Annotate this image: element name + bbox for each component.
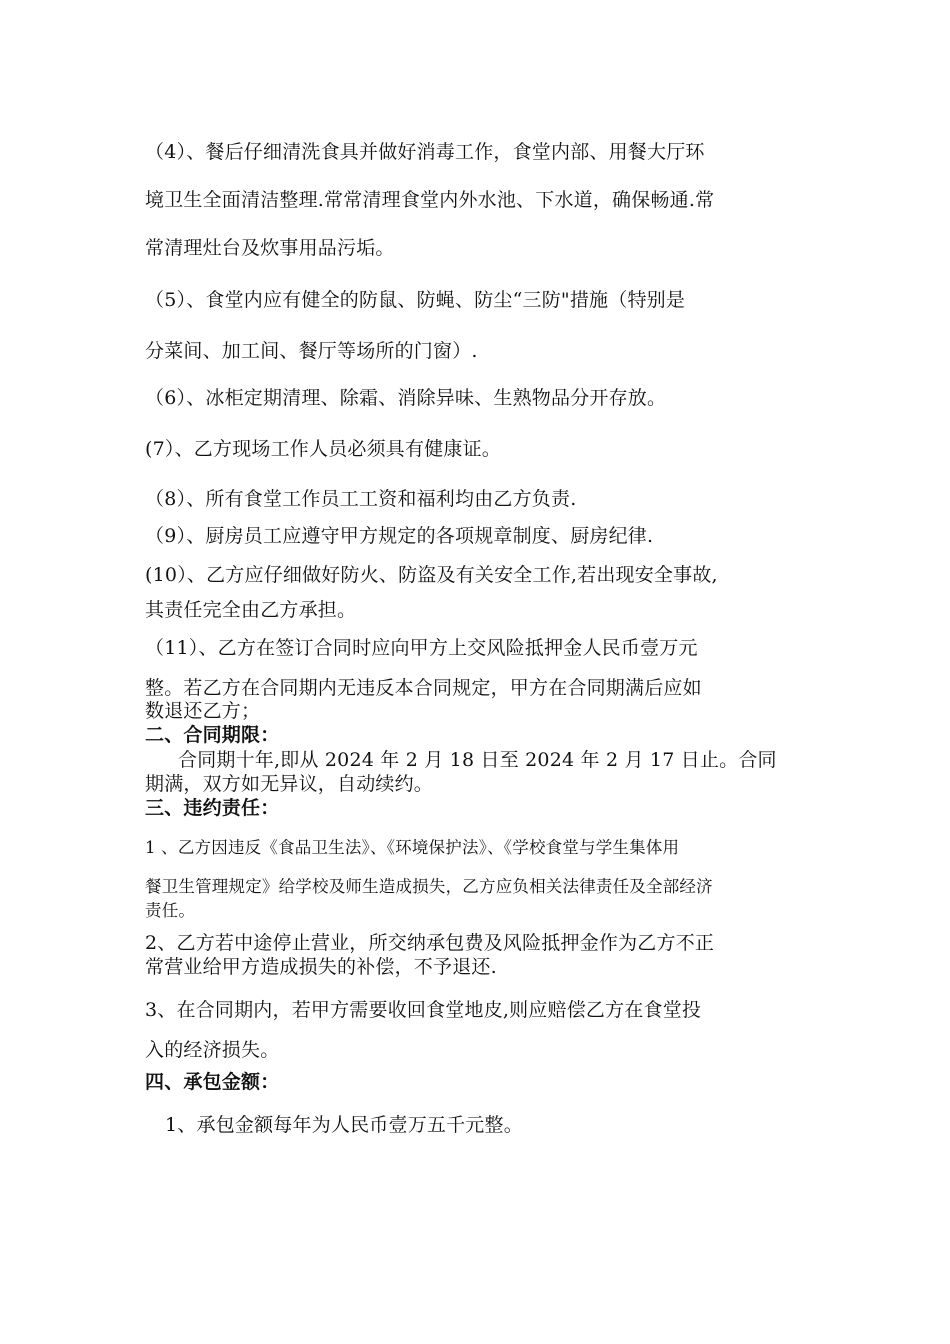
clause-7-line-1: (7）、乙方现场工作人员必须具有健康证。 (145, 438, 502, 460)
clause-4-line-2: 境卫生全面清洁整理.常常清理食堂内外水池、下水道，确保畅通.常 (145, 189, 715, 211)
section-2-line-2: 期满，双方如无异议，自动续约。 (145, 773, 434, 795)
clause-4-line-3: 常清理灶台及炊事用品污垢。 (145, 237, 395, 259)
clause-5-line-2: 分菜间、加工间、餐厅等场所的门窗）. (145, 340, 478, 362)
clause-11-line-2: 整。若乙方在合同期内无违反本合同规定，甲方在合同期满后应如 (145, 677, 702, 699)
section-3-item-2-line-2: 常营业给甲方造成损失的补偿，不予退还. (145, 956, 497, 978)
clause-9-line-1: （9）、厨房员工应遵守甲方规定的各项规章制度、厨房纪律. (145, 525, 654, 547)
section-3-item-1-line-1: 1 、乙方因违反《食品卫生法》、《环境保护法》、《学校食堂与学生集体用 (145, 838, 680, 857)
section-3-heading: 三、违约责任： (145, 797, 280, 819)
section-3-item-1-line-2: 餐卫生管理规定》给学校及师生造成损失，乙方应负相关法律责任及全部经济 (145, 877, 713, 896)
clause-8-line-1: （8）、所有食堂工作员工工资和福利均由乙方负责. (145, 488, 577, 510)
section-3-item-3-line-1: 3、在合同期内，若甲方需要收回食堂地皮,则应赔偿乙方在食堂投 (145, 999, 702, 1021)
section-4-item-1-line-1: 1、承包金额每年为人民币壹万五千元整。 (165, 1114, 523, 1136)
section-3-item-2-line-1: 2、乙方若中途停止营业，所交纳承包费及风险抵押金作为乙方不正 (145, 932, 715, 954)
section-3-item-3-line-2: 入的经济损失。 (145, 1039, 280, 1061)
clause-10-line-2: 其责任完全由乙方承担。 (145, 599, 357, 621)
clause-10-line-1: (10）、乙方应仔细做好防火、防盗及有关安全工作,若出现安全事故, (145, 564, 718, 586)
section-3-item-1-line-3: 责任。 (145, 901, 196, 920)
clause-5-line-1: （5）、食堂内应有健全的防鼠、防蝇、防尘“三防"措施（特别是 (145, 289, 686, 311)
clause-4-line-1: （4）、餐后仔细清洗食具并做好消毒工作，食堂内部、用餐大厅环 (145, 141, 705, 163)
clause-11-line-1: （11）、乙方在签订合同时应向甲方上交风险抵押金人民币壹万元 (145, 637, 698, 659)
section-2-heading: 二、合同期限： (145, 724, 280, 746)
section-2-line-1: 合同期十年,即从 2024 年 2 月 18 日至 2024 年 2 月 17 日止。合同 (178, 749, 777, 771)
clause-11-line-3: 数退还乙方； (145, 700, 261, 722)
section-4-heading: 四、承包金额： (145, 1071, 280, 1093)
clause-6-line-1: （6）、冰柜定期清理、除霜、消除异味、生熟物品分开存放。 (145, 387, 667, 409)
